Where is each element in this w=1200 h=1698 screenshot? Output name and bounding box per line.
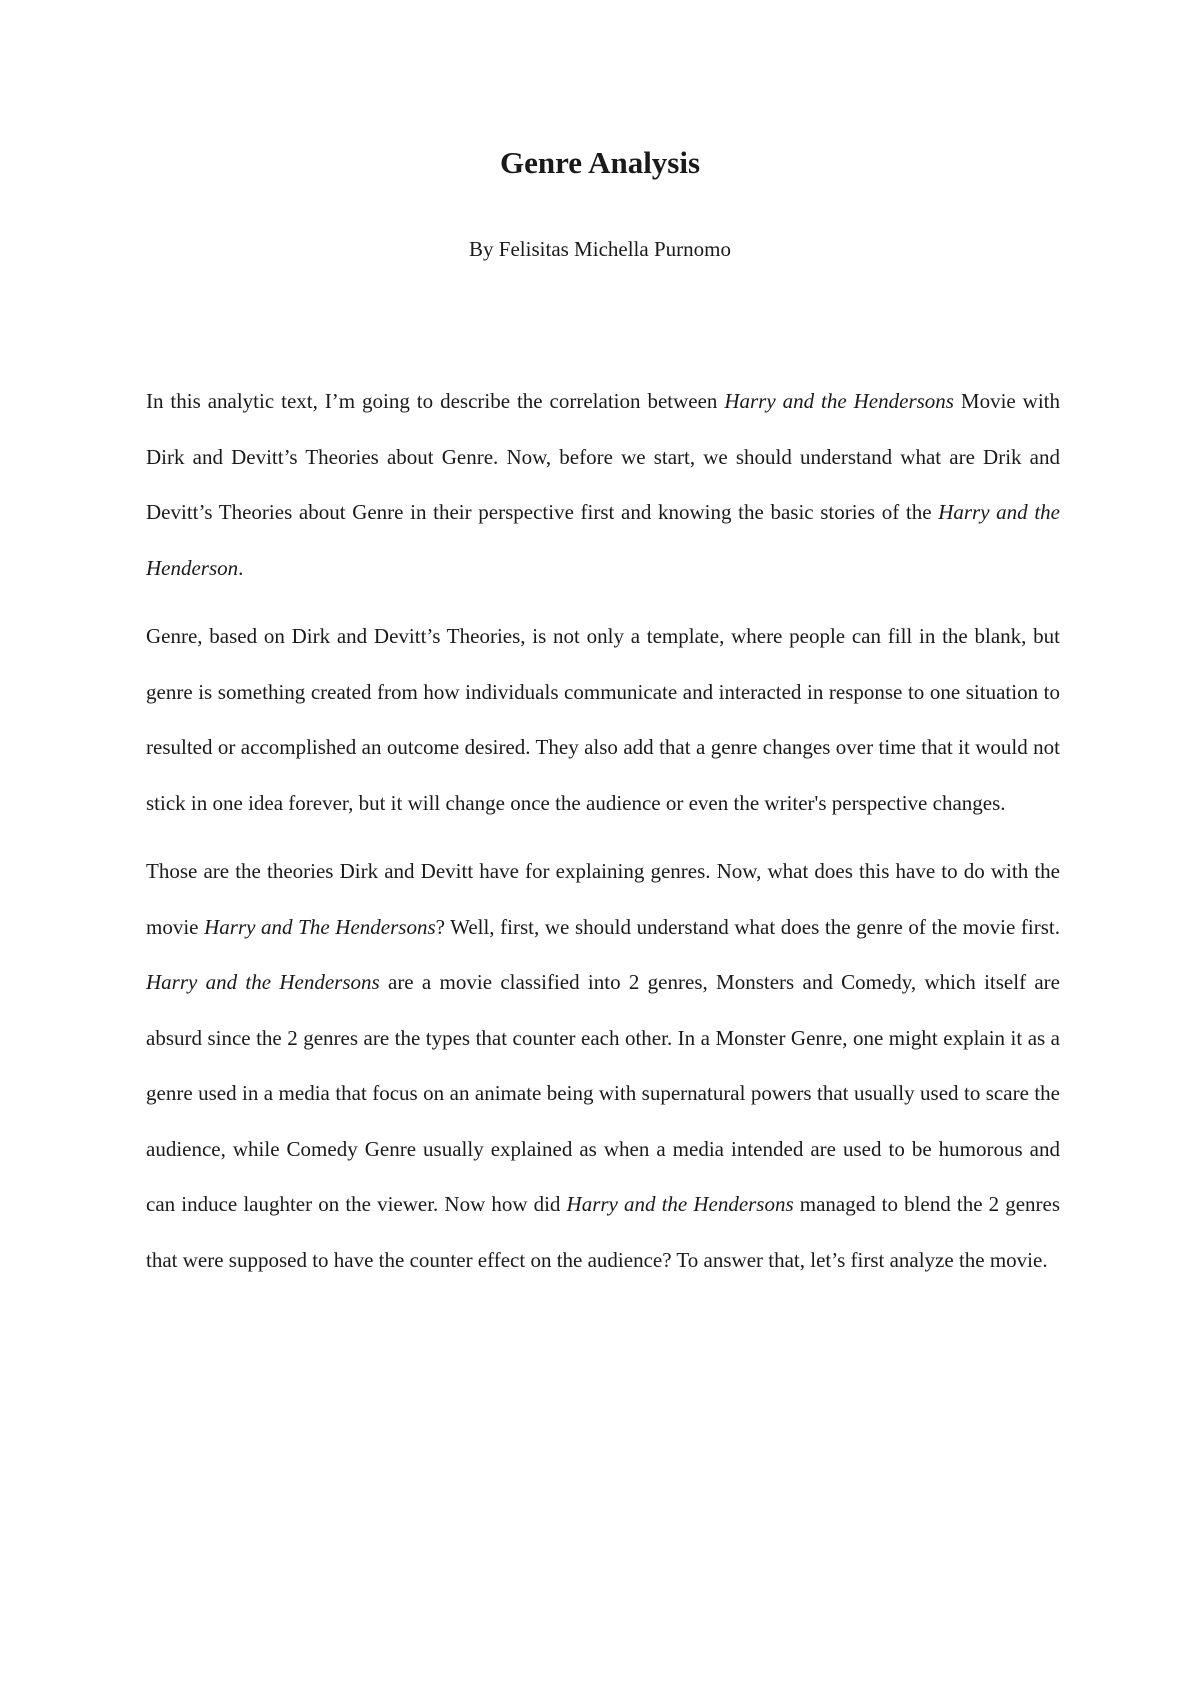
movie-title-italic: Harry and the Henderson: [146, 500, 1060, 580]
text-run: .: [238, 555, 244, 580]
text-run: Movie with Dirk and Devitt’s Theories about Genre. Now, before we start, we should understand what are Drik and Devitt’s Theories about Genre in their perspective first and knowing the basic stories of the: [146, 389, 1060, 524]
movie-title-italic: Harry and The Hendersons: [204, 914, 436, 939]
text-run: In this analytic text, I’m going to describe the correlation between: [146, 389, 725, 413]
text-run: Those are the theories Dirk and Devitt have for explaining genres. Now, what does this have to do with the movie: [146, 859, 1060, 939]
text-run: are a movie classified into 2 genres, Monsters and Comedy, which itself are absurd since the 2 genres are the types that counter each other. In a Monster Genre, one might explain it as a genre used in a media that focus on an animate being with supernatural powers that usually used to scare the audience, while Comedy Genre usually explained as when a media intended are used to be humorous and can induce laughter on the viewer. Now how did: [146, 970, 1060, 1216]
movie-title-italic: Harry and the Hendersons: [146, 970, 380, 994]
text-run: ? Well, first, we should understand what does the genre of the movie first.: [435, 914, 1060, 939]
text-run: managed to blend the 2 genres that were supposed to have the counter effect on the audience? To answer that, let’s first analyze the movie.: [146, 1192, 1061, 1272]
text-run: Genre, based on Dirk and Devitt’s Theories, is not only a template, where people can fill in the blank, but genre is something created from how individuals communicate and interacted in response to one situation to resulted or accomplished an outcome desired. They also add that a genre changes over time that it would not stick in one idea forever, but it will change once the audience or even the writer's perspective changes.: [146, 624, 1060, 815]
movie-title-italic: Harry and the Hendersons: [566, 1192, 794, 1216]
author-byline: By Felisitas Michella Purnomo: [469, 237, 731, 261]
document-title: Genre Analysis: [499, 145, 701, 180]
movie-title-italic: Harry and the Hendersons: [724, 389, 954, 413]
paragraph-2: [146, 609, 1060, 831]
document-body: [146, 374, 1060, 1301]
paragraph-3: [146, 844, 1060, 1288]
paragraph-1: [146, 374, 1060, 596]
